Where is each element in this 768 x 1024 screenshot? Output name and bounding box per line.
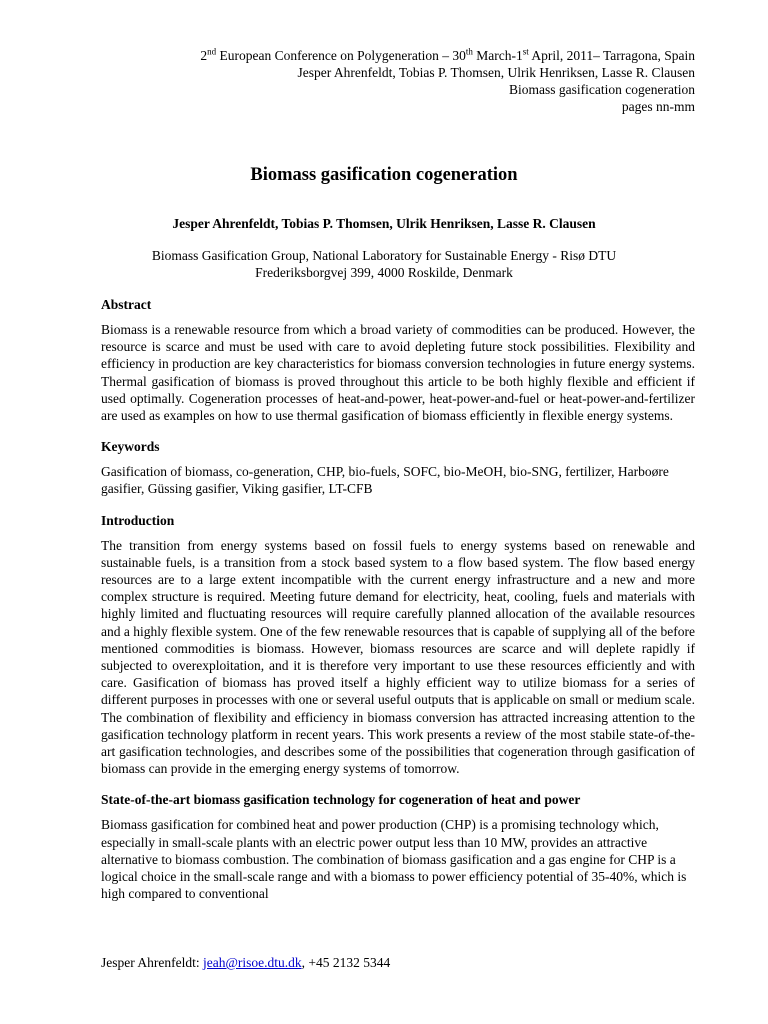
keywords-text: Gasification of biomass, co-generation, CHP, bio-fuels, SOFC, bio-MeOH, bio-SNG, fertilizer, Harboøre gasifier, Güssing gasifier, Viking gasifier, LT-CFB	[101, 464, 669, 497]
introduction-text: The transition from energy systems based on fossil fuels to energy systems based on renewable and sustainable fuels, is a transition from a stock based system to a flow based system. The flow based energy resources are to a large extent incompatible with the current energy infrastructure and a new and more complex structure is required. Meeting future demand for electricity, heat, cooling, fuels and materials with highly limited and fluctuating resources will require carefully planned allocation of the available resources and a highly flexible system. One of the few renewable resources that is capable of supplying all of the before mentioned commodities is biomass. However, biomass resources are scarce and will deplete rapidly if subjected to overexploitation, and it is therefore very important to use these resources efficiently and with care. Gasification of biomass has proved itself a highly efficient way to utilize biomass for a series of different purposes in processes with one or several useful outputs that is applicable on small or medium scale. The combination of flexibility and efficiency in biomass conversion has attracted increasing attention to the gasification technology platform in recent years. This work presents a review of the most stabile state-of-the-art gasification technologies, and describes some of the possibilities that cogeneration through gasification of biomass can provide in the emerging energy systems of tomorrow.	[101, 537, 695, 777]
abstract-text: Biomass is a renewable resource from which a broad variety of commodities can be produced. However, the resource is scarce and must be used with care to avoid depleting future stock possibilities. Flexibility and efficiency in production are key characteristics for biomass conversion technologies in future energy systems. Thermal gasification of biomass is proved throughout this article to be both highly flexible and efficient if used optimally. Cogeneration processes of heat-and-power, heat-power-and-fuel or heat-power-and-fertilizer are used as examples on how to use thermal gasification of biomass efficiently in flexible energy systems.	[101, 322, 695, 424]
keywords-heading: Keywords	[101, 439, 160, 455]
footer-name: Jesper Ahrenfeldt:	[101, 955, 203, 970]
conf-sup: th	[465, 46, 473, 57]
footer-phone: , +45 2132 5344	[301, 955, 391, 970]
running-header	[200, 47, 695, 115]
affiliation-line: Frederiksborgvej 399, 4000 Roskilde, Denmark	[255, 265, 513, 280]
footer-contact	[101, 955, 390, 971]
conference-line	[200, 47, 695, 64]
abstract-heading: Abstract	[101, 297, 152, 312]
paper-authors: Jesper Ahrenfeldt, Tobias P. Thomsen, Ulrik Henriksen, Lasse R. Clausen	[172, 216, 596, 231]
paper-body	[101, 296, 695, 916]
header-short-title: Biomass gasification cogeneration	[509, 82, 695, 97]
conf-text: European Conference on Polygeneration – 30	[216, 48, 466, 63]
header-pages: pages nn-mm	[621, 99, 695, 114]
affiliation	[0, 247, 768, 281]
header-authors: Jesper Ahrenfeldt, Tobias P. Thomsen, Ulrik Henriksen, Lasse R. Clausen	[297, 65, 695, 80]
section-heading: State-of-the-art biomass gasification technology for cogeneration of heat and power	[101, 792, 581, 808]
section-text: Biomass gasification for combined heat and power production (CHP) is a promising technology which, especially in small-scale plants with an electric power output less than 10 MW, provides an attractive alternative to biomass combustion. The combination of biomass gasification and a gas engine for CHP is a logical choice in the small-scale range and with a biomass to power efficiency potential of 35-40%, which is high compared to conventional	[101, 817, 687, 902]
conf-text: April, 2011– Tarragona, Spain	[528, 48, 695, 63]
conf-sup: st	[522, 46, 529, 57]
introduction-heading: Introduction	[101, 512, 175, 528]
paper-title: Biomass gasification cogeneration	[250, 165, 518, 185]
email-link[interactable]: jeah@risoe.dtu.dk	[202, 955, 302, 970]
affiliation-line: Biomass Gasification Group, National Laboratory for Sustainable Energy - Risø DTU	[151, 248, 617, 263]
conf-text: 2	[200, 48, 208, 63]
conf-text: March-1	[472, 48, 523, 63]
conf-sup: nd	[207, 46, 217, 57]
